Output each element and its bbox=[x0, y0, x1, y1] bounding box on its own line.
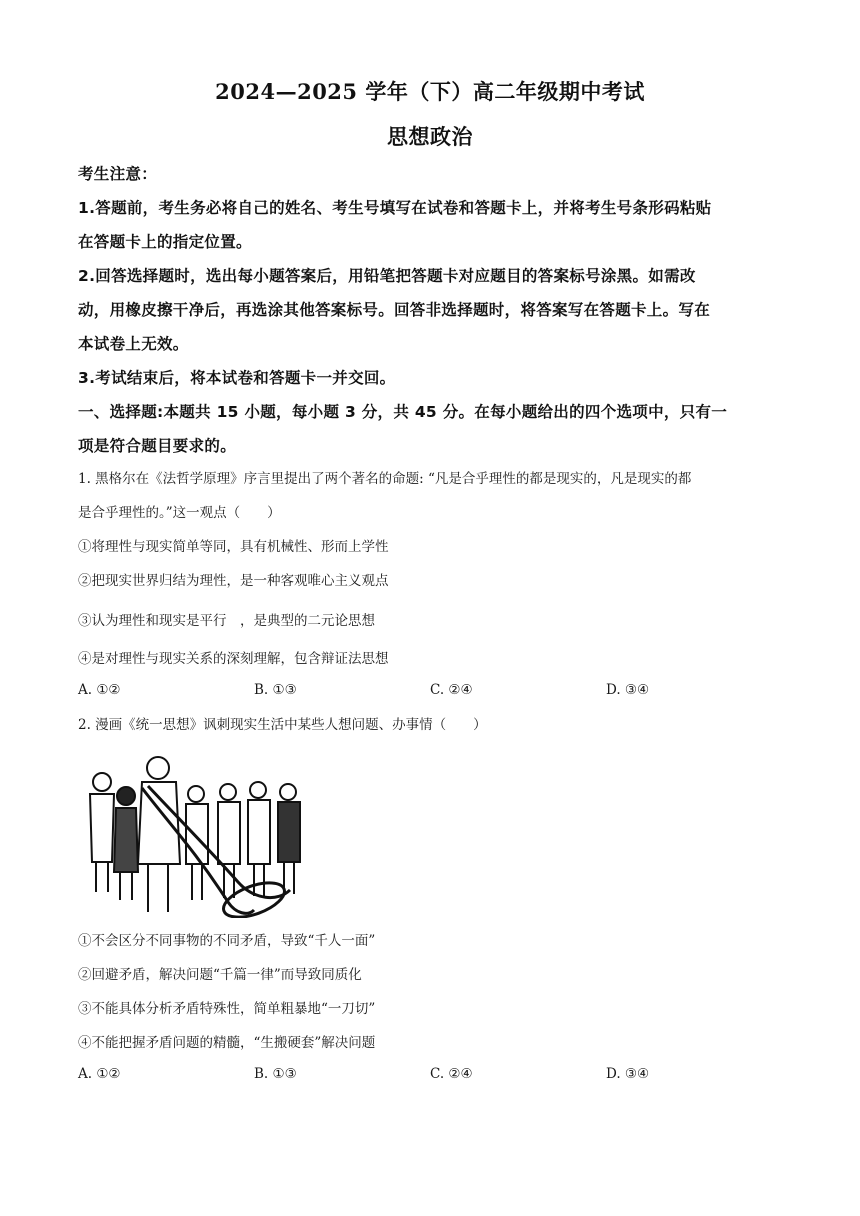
notice-line: 3.考试结束后，将本试卷和答题卡一并交回。 bbox=[78, 369, 396, 387]
q2-option-a: A. ①② bbox=[78, 1066, 121, 1082]
notice-heading: 考生注意： bbox=[78, 165, 158, 183]
q2-option-b: B. ①③ bbox=[254, 1066, 297, 1082]
notice-line: 在答题卡上的指定位置。 bbox=[78, 233, 252, 251]
exam-title: 2024—2025 学年（下）高二年级期中考试 bbox=[215, 79, 645, 104]
q1-stem-cont: 是合乎理性的。”这一观点（ ） bbox=[78, 505, 281, 521]
q1-statement: ③认为理性和现实是平行 ，是典型的二元论思想 bbox=[78, 613, 375, 629]
q2-statement: ③不能具体分析矛盾特殊性，简单粗暴地“一刀切” bbox=[78, 1001, 376, 1017]
q1-option-d: D. ③④ bbox=[606, 682, 650, 698]
notice-line: 动，用橡皮擦干净后，再选涂其他答案标号。回答非选择题时，将答案写在答题卡上。写在 bbox=[78, 301, 711, 319]
q1-option-b: B. ①③ bbox=[254, 682, 297, 698]
q2-option-d: D. ③④ bbox=[606, 1066, 650, 1082]
section-heading-cont: 项是符合题目要求的。 bbox=[78, 437, 237, 455]
cartoon-image bbox=[78, 752, 318, 918]
q1-statement: ④是对理性与现实关系的深刻理解，包含辩证法思想 bbox=[78, 651, 389, 667]
notice-line: 1.答题前，考生务必将自己的姓名、考生号填写在试卷和答题卡上，并将考生号条形码粘贴 bbox=[78, 199, 712, 217]
q2-statement: ②回避矛盾，解决问题“千篇一律”而导致同质化 bbox=[78, 967, 362, 983]
section-heading: 一、选择题:本题共 15 小题，每小题 3 分，共 45 分。在每小题给出的四个选项中，只有一 bbox=[78, 403, 728, 421]
notice-line: 2.回答选择题时，选出每小题答案后，用铅笔把答题卡对应题目的答案标号涂黑。如需改 bbox=[78, 267, 696, 285]
q1-option-c: C. ②④ bbox=[430, 682, 473, 698]
q2-option-c: C. ②④ bbox=[430, 1066, 473, 1082]
q1-stem: 1. 黑格尔在《法哲学原理》序言里提出了两个著名的命题: “凡是合乎理性的都是现实的，凡是现实的都 bbox=[78, 471, 692, 487]
q2-statement: ④不能把握矛盾问题的精髓，“生搬硬套”解决问题 bbox=[78, 1035, 376, 1051]
q1-option-a: A. ①② bbox=[78, 682, 121, 698]
q1-statement: ②把现实世界归结为理性，是一种客观唯心主义观点 bbox=[78, 573, 389, 589]
notice-line: 本试卷上无效。 bbox=[78, 335, 189, 353]
subject-title: 思想政治 bbox=[387, 124, 473, 149]
q2-statement: ①不会区分不同事物的不同矛盾，导致“千人一面” bbox=[78, 933, 376, 949]
q1-statement: ①将理性与现实简单等同，具有机械性、形而上学性 bbox=[78, 539, 389, 555]
q2-stem: 2. 漫画《统一思想》讽刺现实生活中某些人想问题、办事情（ ） bbox=[78, 717, 487, 733]
